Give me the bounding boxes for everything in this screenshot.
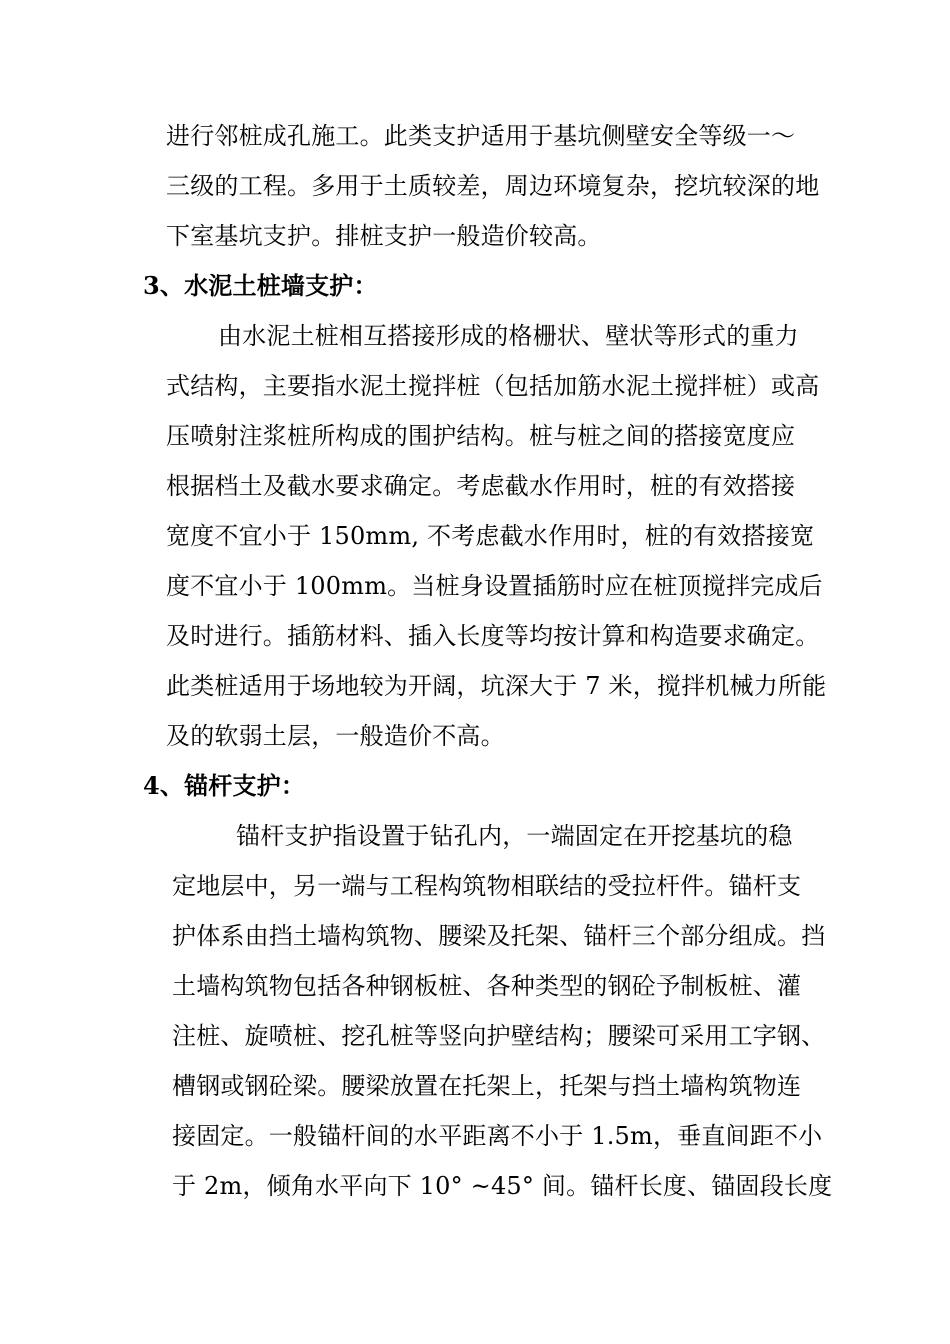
- paragraph-line: 下室基坑支护。排桩支护一般造价较高。: [166, 222, 602, 250]
- paragraph-line: 由水泥土桩相互搭接形成的格栅状、壁状等形式的重力: [218, 322, 799, 350]
- paragraph-line: 槽钢或钢砼梁。腰梁放置在托架上，托架与挡土墙构筑物连: [172, 1072, 802, 1100]
- paragraph-line: 此类桩适用于场地较为开阔，坑深大于 7 米，搅拌机械力所能: [166, 672, 827, 700]
- paragraph-line: 压喷射注浆桩所构成的围护结构。桩与桩之间的搭接宽度应: [166, 422, 796, 450]
- paragraph-line: 度不宜小于 100mm。当桩身设置插筋时应在桩顶搅拌完成后: [166, 572, 823, 600]
- section-heading: 4、锚杆支护：: [143, 771, 306, 800]
- paragraph-line: 于 2m，倾角水平向下 10° ~45° 间。锚杆长度、锚固段长度: [172, 1172, 833, 1200]
- paragraph-line: 式结构，主要指水泥土搅拌桩（包括加筋水泥土搅拌桩）或高: [166, 372, 820, 400]
- paragraph-line: 接固定。一般锚杆间的水平距离不小于 1.5m，垂直间距不小: [172, 1122, 823, 1150]
- paragraph-line: 注桩、旋喷桩、挖孔桩等竖向护壁结构；腰梁可采用工字钢、: [172, 1022, 826, 1050]
- section-heading: 3、水泥土桩墙支护：: [143, 271, 378, 300]
- paragraph-line: 宽度不宜小于 150mm, 不考虑截水作用时，桩的有效搭接宽: [166, 522, 815, 550]
- paragraph-line: 土墙构筑物包括各种钢板桩、各种类型的钢砼予制板桩、灌: [172, 972, 802, 1000]
- paragraph-line: 根据档土及截水要求确定。考虑截水作用时，桩的有效搭接: [166, 472, 796, 500]
- paragraph-line: 进行邻桩成孔施工。此类支护适用于基坑侧壁安全等级一～: [166, 122, 796, 150]
- paragraph-line: 锚杆支护指设置于钻孔内，一端固定在开挖基坑的稳: [236, 822, 793, 850]
- paragraph-line: 及时进行。插筋材料、插入长度等均按计算和构造要求确定。: [166, 622, 820, 650]
- paragraph-line: 及的软弱土层，一般造价不高。: [166, 722, 505, 750]
- paragraph-line: 定地层中，另一端与工程构筑物相联结的受拉杆件。锚杆支: [172, 872, 802, 900]
- paragraph-line: 护体系由挡土墙构筑物、腰梁及托架、锚杆三个部分组成。挡: [172, 922, 826, 950]
- paragraph-line: 三级的工程。多用于土质较差，周边环境复杂，挖坑较深的地: [166, 172, 820, 200]
